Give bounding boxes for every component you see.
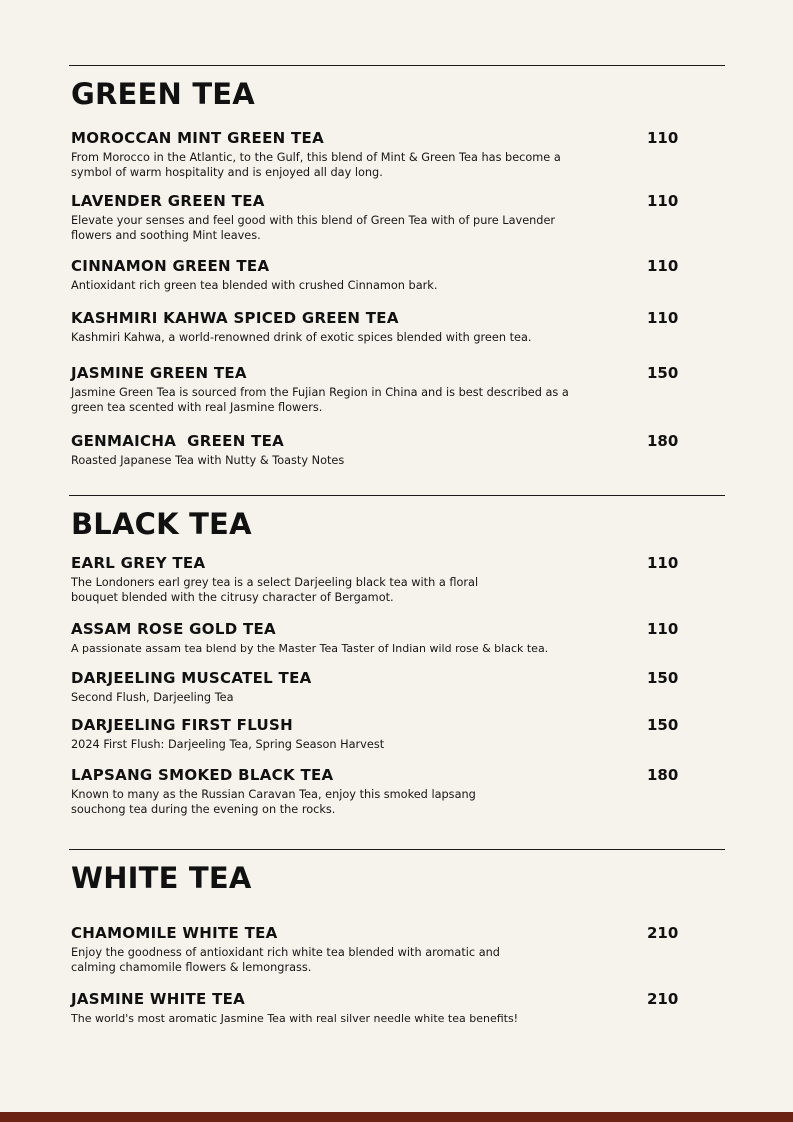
item-description: Known to many as the Russian Caravan Tea, enjoy this smoked lapsang souchong tea during the evening on the rocks. <box>71 788 476 816</box>
item-price: 150 <box>647 716 679 734</box>
item-description: Antioxidant rich green tea blended with crushed Cinnamon bark. <box>71 279 438 292</box>
item-price: 110 <box>647 192 679 210</box>
menu-item-kashmiri-kahwa <box>71 310 681 346</box>
section-heading-white-tea: WHITE TEA <box>71 861 252 895</box>
item-price: 180 <box>647 766 679 784</box>
item-description: Elevate your senses and feel good with this blend of Green Tea with of pure Lavender flowers and soothing Mint leaves. <box>71 214 556 242</box>
menu-item-jasmine-white <box>71 991 681 1027</box>
menu-item-lavender <box>71 193 681 243</box>
section-divider-white <box>69 849 725 850</box>
section-divider-black <box>69 495 725 496</box>
item-name: KASHMIRI KAHWA SPICED GREEN TEA <box>71 309 399 327</box>
menu-item-lapsang-smoked <box>71 767 681 817</box>
item-description: Enjoy the goodness of antioxidant rich white tea blended with aromatic and calming chamomile flowers & lemongrass. <box>71 946 500 974</box>
item-name: ASSAM ROSE GOLD TEA <box>71 620 276 638</box>
menu-item-darjeeling-muscatel <box>71 670 681 706</box>
item-name: LAPSANG SMOKED BLACK TEA <box>71 766 334 784</box>
item-description: Kashmiri Kahwa, a world-renowned drink of exotic spices blended with green tea. <box>71 331 532 344</box>
item-name: DARJEELING FIRST FLUSH <box>71 716 293 734</box>
item-description: From Morocco in the Atlantic, to the Gulf, this blend of Mint & Green Tea has become a symbol of warm hospitality and is enjoyed all day long. <box>71 151 561 179</box>
menu-item-cinnamon <box>71 258 681 294</box>
menu-item-earl-grey <box>71 555 681 605</box>
item-price: 150 <box>647 669 679 687</box>
item-description: 2024 First Flush: Darjeeling Tea, Spring Season Harvest <box>71 738 385 751</box>
item-description: A passionate assam tea blend by the Master Tea Taster of Indian wild rose & black tea. <box>71 642 549 655</box>
item-price: 110 <box>647 554 679 572</box>
item-name: DARJEELING MUSCATEL TEA <box>71 669 312 687</box>
item-price: 110 <box>647 257 679 275</box>
item-name: GENMAICHA GREEN TEA <box>71 432 285 450</box>
item-price: 110 <box>647 309 679 327</box>
footer-bar <box>0 1112 793 1122</box>
section-heading-green-tea: GREEN TEA <box>71 77 255 111</box>
item-description: Roasted Japanese Tea with Nutty & Toasty Notes <box>71 454 345 467</box>
menu-item-moroccan-mint <box>71 130 681 180</box>
item-name: CINNAMON GREEN TEA <box>71 257 270 275</box>
item-price: 150 <box>647 364 679 382</box>
menu-item-assam-rose-gold <box>71 621 681 657</box>
menu-item-chamomile-white <box>71 925 681 975</box>
item-name: JASMINE GREEN TEA <box>71 364 247 382</box>
section-divider-green <box>69 65 725 66</box>
item-description: Second Flush, Darjeeling Tea <box>71 691 234 704</box>
menu-item-darjeeling-first-flush <box>71 717 681 753</box>
item-name: EARL GREY TEA <box>71 554 206 572</box>
item-name: CHAMOMILE WHITE TEA <box>71 924 278 942</box>
menu-item-jasmine-green <box>71 365 681 415</box>
item-description: The Londoners earl grey tea is a select Darjeeling black tea with a floral bouquet blended with the citrusy character of Bergamot. <box>71 576 479 604</box>
item-price: 180 <box>647 432 679 450</box>
item-name: LAVENDER GREEN TEA <box>71 192 265 210</box>
item-price: 110 <box>647 129 679 147</box>
item-price: 210 <box>647 924 679 942</box>
menu-item-genmaicha <box>71 433 681 469</box>
section-heading-black-tea: BLACK TEA <box>71 507 252 541</box>
item-name: MOROCCAN MINT GREEN TEA <box>71 129 325 147</box>
item-description: Jasmine Green Tea is sourced from the Fujian Region in China and is best described as a green tea scented with real Jasmine flowers. <box>71 386 569 414</box>
item-price: 210 <box>647 990 679 1008</box>
item-description: The world's most aromatic Jasmine Tea with real silver needle white tea benefits! <box>71 1012 519 1025</box>
item-price: 110 <box>647 620 679 638</box>
item-name: JASMINE WHITE TEA <box>71 990 246 1008</box>
